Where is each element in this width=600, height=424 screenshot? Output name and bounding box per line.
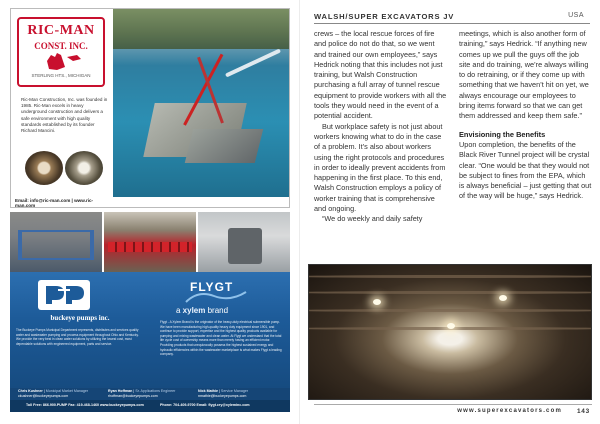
tunnel-interior-photo <box>308 264 592 400</box>
tunnel-rib <box>308 291 592 294</box>
running-head-country: USA <box>568 12 584 19</box>
flygt-section <box>150 272 290 388</box>
contact-card: Chris Kushner | Municipal Market Manager ckushner@buckeyepumps.com <box>18 389 89 398</box>
contact-name: Chris Kushner <box>18 389 43 393</box>
ricman-logo <box>17 17 105 87</box>
contact-email: ckushner@buckeyepumps.com <box>18 393 69 398</box>
buckeye-logo-icon <box>38 280 90 310</box>
red-pump-row <box>108 242 192 252</box>
tunnel-rib <box>308 275 592 278</box>
ricman-logo-location: STERLING HTS., MICHIGAN <box>31 73 91 78</box>
running-head <box>314 10 590 24</box>
contact-card: Ryan Hoffman | Sr. Applications Engineer rhoffman@buckeyepumps.com <box>108 389 176 398</box>
page-number: 143 <box>576 408 590 415</box>
ricman-contact-footer: Email: info@ric-man.com | www.ric-man.com <box>15 198 94 208</box>
xylem-brand-line <box>176 306 228 315</box>
contact-role: Service Manager <box>220 389 249 393</box>
xylem-brand-suffix: brand <box>205 306 229 315</box>
pump-warehouse-photo <box>10 212 102 272</box>
article-paragraph: “We do weekly and daily safety <box>322 214 423 224</box>
contact-card: Nick Mathie | Service Manager nmathie@buckeyepumps.com <box>198 389 249 398</box>
contact-role: Sr. Applications Engineer <box>135 389 176 393</box>
flygt-wordmark: FLYGT <box>190 280 234 294</box>
shoreline-trees <box>113 9 290 49</box>
red-pumps-photo <box>104 212 196 272</box>
flygt-footer-contact: Phone: 704-409-9700 Email: flygt.cry@xyleminc.com <box>160 403 250 407</box>
article-column-left <box>314 29 447 225</box>
flygt-copy: Flygt - A Xylem Brand is the originator of the heavy-duty electrical submersible pump. We have been manufacturing high-quality heavy duty equipment since 1901, and continue to provide support, expertise and the highest quality products available for pumping and mixing wastewater and clean water. At Flygt we understand that the total life cycle cost of ownership means more than merely having an efficient motor. Providing products that unequivocally possess the highest sustained energy and hydraulic efficiencies within the wastewater marketplace is what makes Flygt a leading company. <box>160 320 282 357</box>
boat-wake <box>225 49 281 78</box>
magazine-url: www.superexcavators.com <box>457 408 562 414</box>
buckeye-footer-contact: Toll Free: 866.900.PUMP Fax: 419-468-1460 www.buckeyepumps.com <box>26 403 144 407</box>
pump-machine <box>228 228 262 264</box>
flygt-logo <box>184 278 264 308</box>
pump-ad-footer <box>10 400 290 412</box>
xylem-brand-prefix: a <box>176 306 183 315</box>
ricman-advertisement <box>10 8 290 208</box>
ricman-logo-sub: CONST. INC. <box>34 41 88 51</box>
article-paragraph: crews – the local rescue forces of fire and police do not do that, so we went and trained our own employees,” says Hedrick noting that this includes not just training, but Walsh Construction purchasing a full array of tunnel rescue equipment to provide workers with all the tools they would need in the event of a potential accident. <box>314 29 447 121</box>
contact-name: Nick Mathie <box>198 389 218 393</box>
buckeye-flygt-advertisement <box>10 212 290 412</box>
article-paragraph: But workplace safety is not just about workers knowing what to do in the case of a problem. It’s also about workers using the right protocols and procedures in order to ideally prevent accidents from happening in the first place. To this end, Walsh Construction employs a policy of worker training that is comprehensive and ongoing. <box>314 121 446 214</box>
tunnel-rib <box>308 309 592 312</box>
article-body <box>314 29 592 261</box>
article-paragraph: meetings, which is also another form of training,” says Hedrick. “If anything new comes up we pull the guys off the job site and do training, we’re always willing to do retraining, or if they come up with something that we haven’t hit on yet, we always encourage our employees to bring items forward so that we can get them addressed and keep them safe.” <box>459 29 589 121</box>
michigan-map-icon <box>43 51 83 71</box>
right-page <box>300 0 600 424</box>
contact-email: nmathie@buckeyepumps.com <box>198 393 247 398</box>
buckeye-section <box>10 272 150 388</box>
storage-rack <box>18 230 94 260</box>
pump-contacts-bar <box>10 388 290 400</box>
ricman-description: Ric-Man Construction, Inc. was founded in 1985. Ric-Man excels in heavy underground construction and delivers a safe environment with high quality standards established by its founder Richard Mancini. <box>21 97 108 134</box>
running-head-title: WALSH/SUPER EXCAVATORS JV <box>314 12 455 21</box>
xylem-brand-name: xylem <box>182 306 206 315</box>
page-footer <box>314 404 592 418</box>
tunnel-thumbnail-photo <box>25 151 63 185</box>
contact-name: Ryan Hoffman <box>108 389 133 393</box>
article-column-right <box>459 29 592 202</box>
pump-machinery-photo <box>198 212 290 272</box>
marine-construction-photo <box>113 9 290 197</box>
tunnel-light <box>447 323 455 329</box>
section-heading: Envisioning the Benefits <box>459 129 546 139</box>
contact-role: Municipal Market Manager <box>45 389 89 393</box>
buckeye-name: buckeye pumps inc. <box>50 314 110 322</box>
pipe-thumbnail-photo <box>65 151 103 185</box>
buckeye-copy-paragraph: The Buckeye Pumps Municipal Department represents, distributes and services quality water and wastewater pumping and process equipment throughout Ohio and Kentucky. We provide the very best in clean water solutions by utilizing the lowest cost, most dependable solutions with engineered equipment, parts and service. <box>16 328 139 346</box>
buckeye-copy <box>16 328 144 348</box>
ricman-logo-name: RIC-MAN <box>27 23 95 38</box>
pump-ad-body <box>10 272 290 388</box>
tunnel-light <box>499 295 507 301</box>
contact-email: rhoffman@buckeyepumps.com <box>108 393 158 398</box>
tunnel-light <box>373 299 381 305</box>
work-barge-secondary <box>185 129 263 163</box>
article-paragraph: Upon completion, the benefits of the Black River Tunnel project will be crystal clear. “One would be that they would not be subject to fines from the EPA, which is always beneficial – just getting that out of the way will be huge,” says Hedrick. <box>459 139 592 201</box>
